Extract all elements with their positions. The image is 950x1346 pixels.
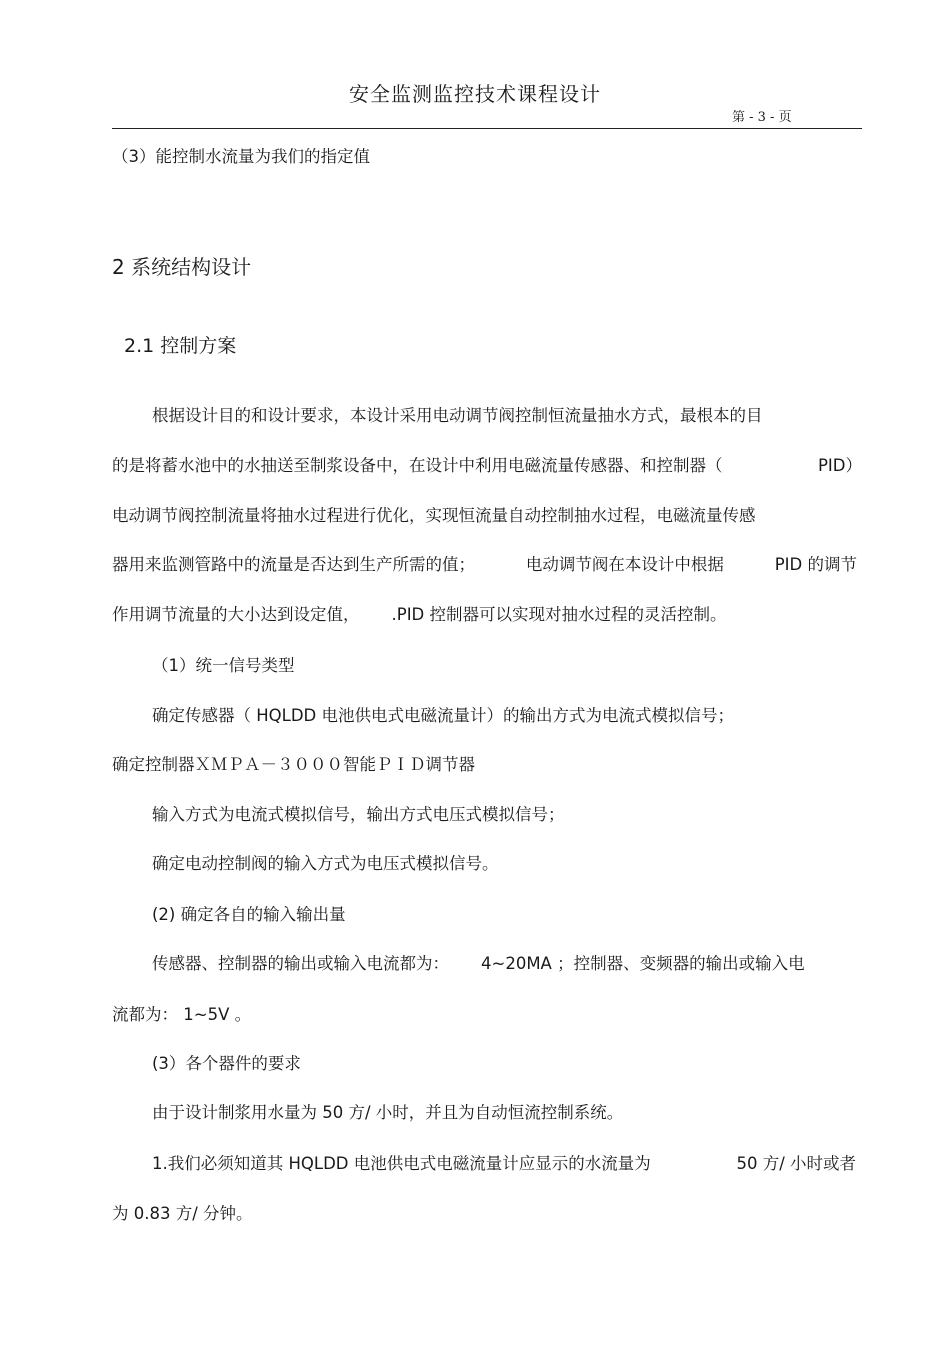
sub1-line1: 确定传感器（ HQLDD 电池供电式电磁流量计）的输出方式为电流式模拟信号； <box>152 706 734 725</box>
sub1-line2: 确定控制器ＸＭＰＡ－３０００智能ＰＩＤ调节器 <box>112 755 475 774</box>
sub3-line2-b: 50 方/ 小时或者 <box>736 1154 856 1173</box>
para1-line1: 根据设计目的和设计要求，本设计采用电动调节阀控制恒流量抽水方式，最根本的目 <box>152 406 763 425</box>
para1-line2-pid: PID） <box>817 456 862 475</box>
para1-line4-c: PID 的调节 <box>774 555 857 574</box>
sub1-line4: 确定电动控制阀的输入方式为电压式模拟信号。 <box>152 854 499 873</box>
sub3-line2-a: 1.我们必须知道其 HQLDD 电池供电式电磁流量计应显示的水流量为 <box>152 1154 651 1173</box>
item-3-intro: （3）能控制水流量为我们的指定值 <box>112 147 370 166</box>
sub1-heading: （1）统一信号类型 <box>152 656 295 675</box>
para1-line2-text: 的是将蓄水池中的水抽送至制浆设备中，在设计中利用电磁流量传感器、和控制器（ <box>112 456 723 475</box>
para1-line3: 电动调节阀控制流量将抽水过程进行优化，实现恒流量自动控制抽水过程，电磁流量传感 <box>112 506 756 525</box>
sub3-line3: 为 0.83 方/ 分钟。 <box>112 1204 253 1223</box>
section-heading: 2 系统结构设计 <box>112 255 252 279</box>
sub3-line2 <box>152 1153 856 1175</box>
para1-line4-b: 电动调节阀在本设计中根据 <box>525 555 724 574</box>
subsection-heading: 2.1 控制方案 <box>124 335 237 357</box>
sub2-heading: (2) 确定各自的输入输出量 <box>152 905 346 924</box>
sub2-line2: 流都为： 1~5V 。 <box>112 1005 252 1024</box>
para1-line5-a: 作用调节流量的大小达到设定值， <box>112 605 360 624</box>
para1-line2 <box>112 455 862 477</box>
para1-line5-b: .PID 控制器可以实现对抽水过程的灵活控制。 <box>391 605 727 624</box>
sub3-line1: 由于设计制浆用水量为 50 方/ 小时，并且为自动恒流控制系统。 <box>152 1103 624 1122</box>
sub2-line1 <box>152 953 805 975</box>
sub3-heading: (3）各个器件的要求 <box>152 1054 301 1073</box>
sub1-line3: 输入方式为电流式模拟信号，输出方式电压式模拟信号； <box>152 805 565 824</box>
page-number: 第 - 3 - 页 <box>732 110 792 125</box>
para1-line4-a: 器用来监测管路中的流量是否达到生产所需的值； <box>112 555 475 574</box>
header-title: 安全监测监控技术课程设计 <box>349 82 601 106</box>
sub2-line1-a: 传感器、控制器的输出或输入电流都为： <box>152 954 449 973</box>
para1-line5 <box>112 604 727 626</box>
sub2-line1-b: 4~20MA ；控制器、变频器的输出或输入电 <box>481 954 805 973</box>
para1-line4 <box>112 554 857 576</box>
header-divider <box>112 128 862 129</box>
